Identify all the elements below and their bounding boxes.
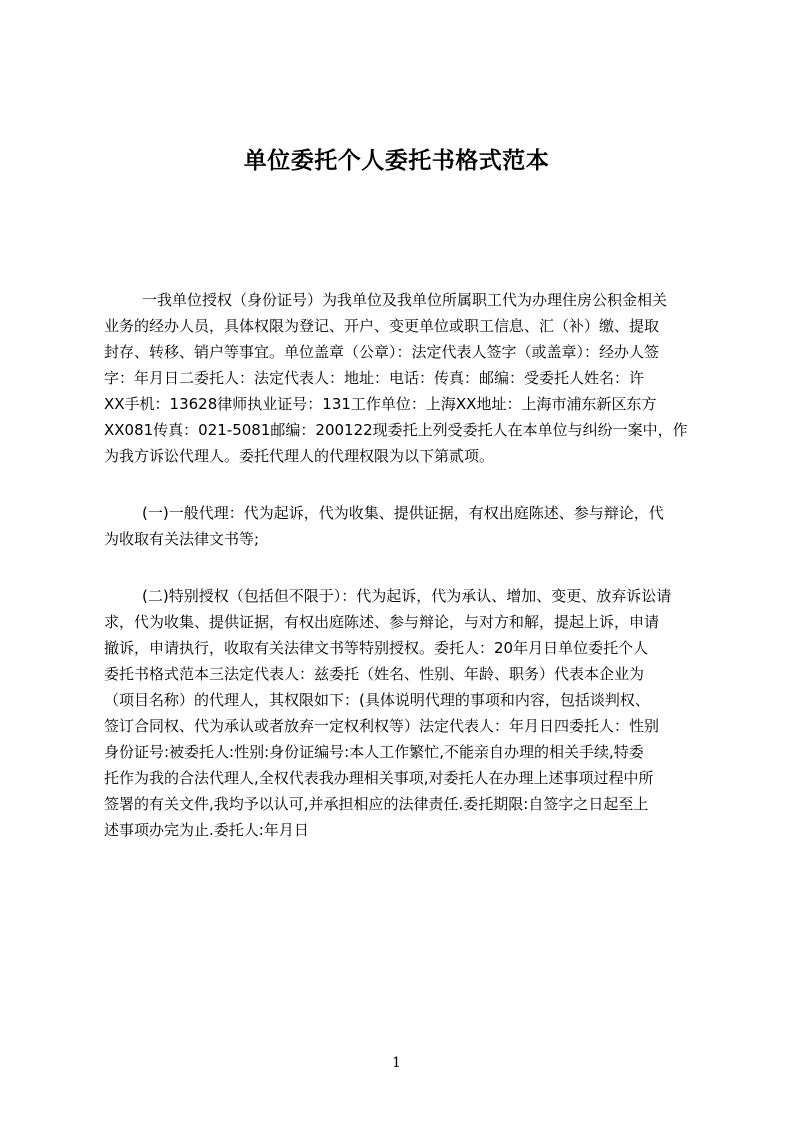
- paragraph-3-line-6: 签订合同权、代为承认或者放弃一定权利权等）法定代表人：年月日四委托人：性别: [104, 717, 660, 735]
- paragraph-3-line-3: 撤诉，申请执行，收取有关法律文书等特别授权。委托人：20年月日单位委托个人: [104, 639, 649, 657]
- paragraph-1-line-2: 业务的经办人员，具体权限为登记、开户、变更单位或职工信息、汇（补）缴、提取: [104, 317, 660, 335]
- paragraph-1-line-7: 为我方诉讼代理人。委托代理人的代理权限为以下第贰项。: [104, 447, 495, 465]
- paragraph-3-line-1: (二)特别授权（包括但不限于）：代为起诉，代为承认、增加、变更、放弃诉讼请: [142, 587, 672, 605]
- page-number: 1: [392, 1055, 401, 1071]
- paragraph-3-line-4: 委托书格式范本三法定代表人：兹委托（姓名、性别、年龄、职务）代表本企业为: [104, 665, 645, 683]
- paragraph-3-line-5: （项目名称）的代理人，其权限如下：(具体说明代理的事项和内容，包括谈判权、: [104, 691, 650, 709]
- paragraph-1-line-3: 封存、转移、销户等事宜。单位盖章（公章）：法定代表人签字（或盖章）：经办人签: [104, 343, 660, 361]
- paragraph-3-line-8: 托作为我的合法代理人,全权代表我办理相关事项,对委托人在办理上述事项过程中所: [104, 769, 654, 787]
- paragraph-3-line-10: 述事项办完为止.委托人:年月日: [104, 821, 309, 839]
- paragraph-1-line-6: XX081传真：021-5081邮编：200122现委托上列受委托人在本单位与纠纷一案中，作: [104, 421, 688, 439]
- paragraph-2-line-2: 为收取有关法律文书等;: [104, 530, 260, 548]
- paragraph-1-line-1: 一我单位授权（身份证号）为我单位及我单位所属职工代为办理住房公积金相关: [142, 291, 668, 309]
- paragraph-1-line-4: 字：年月日二委托人：法定代表人：地址：电话：传真：邮编：受委托人姓名：许: [104, 369, 645, 387]
- paragraph-2-line-1: (一)一般代理：代为起诉，代为收集、提供证据，有权出庭陈述、参与辩论，代: [142, 504, 664, 522]
- paragraph-3-line-9: 签署的有关文件,我均予以认可,并承担相应的法律责任.委托期限:自签字之日起至上: [104, 795, 649, 813]
- page-title: 单位委托个人委托书格式范本: [243, 148, 550, 174]
- paragraph-3-line-7: 身份证号:被委托人:性别:身份证编号:本人工作繁忙,不能亲自办理的相关手续,特委: [104, 743, 644, 761]
- paragraph-3-line-2: 求，代为收集、提供证据，有权出庭陈述、参与辩论，与对方和解，提起上诉，申请: [104, 613, 660, 631]
- paragraph-1-line-5: XX手机：13628律师执业证号：131工作单位：上海XX地址：上海市浦东新区东方: [104, 395, 657, 413]
